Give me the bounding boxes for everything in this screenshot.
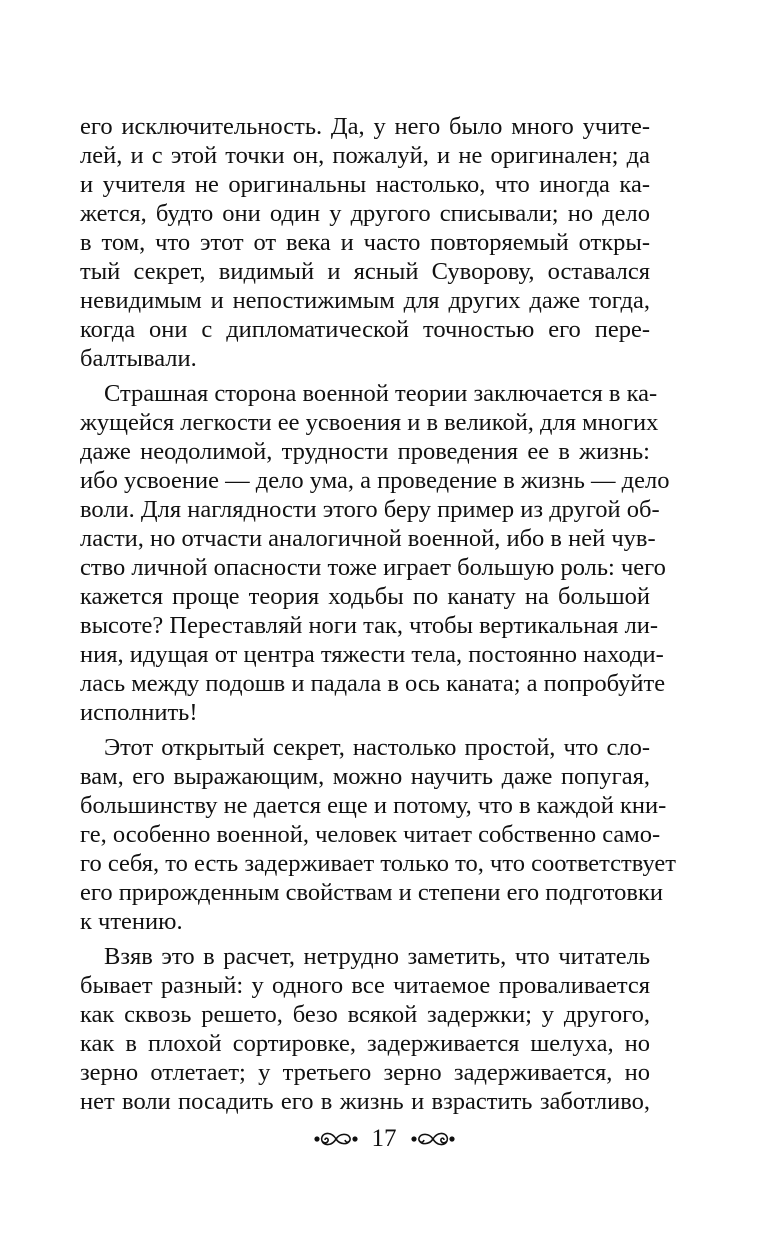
text-line: к чтению.: [80, 908, 183, 935]
text-line: в том, что этот от века и часто повторяемый откры-: [80, 229, 650, 256]
text-line: ство личной опасности тоже играет большую роль: чего: [80, 554, 666, 581]
text-line: даже неодолимой, трудности проведения ее в жизнь:: [80, 438, 650, 465]
text-line: ге, особенно военной, человек читает собственно само-: [80, 821, 661, 848]
text-line: нет воли посадить его в жизнь и взрастить заботливо,: [80, 1088, 650, 1115]
text-line: как сквозь решето, безо всякой задержки; у другого,: [80, 1001, 650, 1028]
paragraph: [80, 379, 670, 727]
page-footer: [0, 1124, 768, 1153]
text-line: го себя, то есть задерживает только то, что соответствует: [80, 850, 676, 877]
text-line: невидимым и непостижимым для других даже тогда,: [80, 287, 650, 314]
paragraph: [80, 733, 676, 936]
text-line: жется, будто они один у другого списывали; но дело: [80, 200, 650, 227]
paragraph: [80, 112, 650, 373]
text-line: когда они с дипломатической точностью его пере-: [80, 316, 650, 343]
text-line: кажется проще теория ходьбы по канату на большой: [80, 583, 650, 610]
page-number: 17: [371, 1125, 397, 1153]
text-line: жущейся легкости ее усвоения и в великой, для многих: [80, 409, 659, 436]
body-text: [80, 112, 676, 1122]
paragraph: [80, 942, 650, 1116]
text-line: высоте? Переставляй ноги так, чтобы вертикальная ли-: [80, 612, 659, 639]
text-line: большинству не дается еще и потому, что в каждой кни-: [80, 792, 667, 819]
text-line: Взяв это в расчет, нетрудно заметить, что читатель: [104, 943, 650, 970]
text-line: ния, идущая от центра тяжести тела, постоянно находи-: [80, 641, 664, 668]
text-line: лась между подошв и падала в ось каната; а попробуйте: [80, 670, 666, 697]
text-line: балтывали.: [80, 345, 197, 372]
text-line: его прирожденным свойствам и степени его подготовки: [80, 879, 664, 906]
text-line: Этот открытый секрет, настолько простой, что сло-: [104, 734, 650, 761]
text-line: Страшная сторона военной теории заключается в ка-: [104, 380, 658, 407]
text-line: и учителя не оригинальны настолько, что иногда ка-: [80, 171, 650, 198]
text-line: вам, его выражающим, можно научить даже попугая,: [80, 763, 650, 790]
text-line: ибо усвоение — дело ума, а проведение в жизнь — дело: [80, 467, 670, 494]
text-line: зерно отлетает; у третьего зерно задерживается, но: [80, 1059, 650, 1086]
text-line: исполнить!: [80, 699, 198, 726]
text-line: бывает разный: у одного все читаемое проваливается: [80, 972, 650, 999]
text-line: лей, и с этой точки он, пожалуй, и не оригинален; да: [80, 142, 650, 169]
text-line: его исключительность. Да, у него было много учите-: [80, 113, 650, 140]
text-line: воли. Для наглядности этого беру пример из другой об-: [80, 496, 660, 523]
fleuron-right-icon: [411, 1127, 455, 1151]
text-line: ласти, но отчасти аналогичной военной, ибо в ней чув-: [80, 525, 656, 552]
text-line: тый секрет, видимый и ясный Суворову, оставался: [80, 258, 650, 285]
text-line: как в плохой сортировке, задерживается шелуха, но: [80, 1030, 650, 1057]
fleuron-left-icon: [314, 1127, 358, 1151]
